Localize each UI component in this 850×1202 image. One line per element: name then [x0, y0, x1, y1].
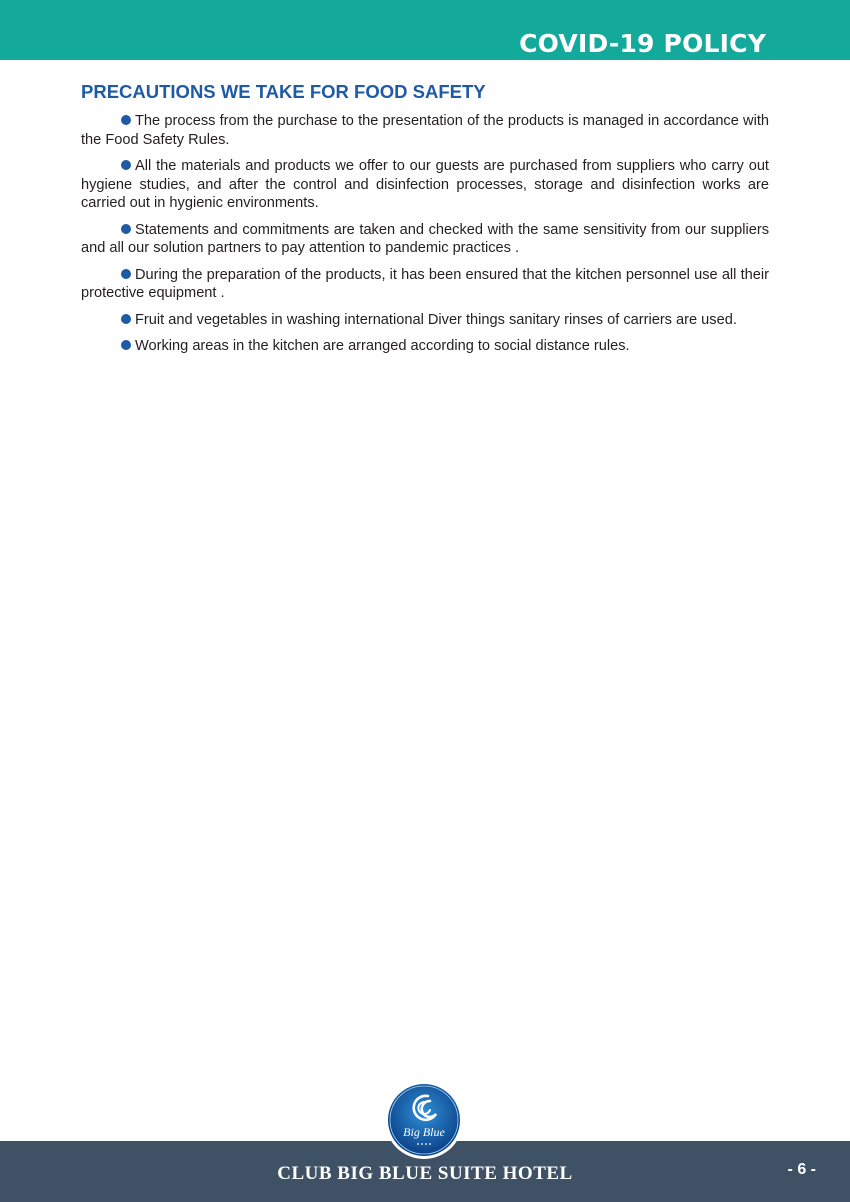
- list-item: Working areas in the kitchen are arranged according to social distance rules.: [81, 337, 769, 356]
- hotel-logo-icon: [384, 1080, 464, 1160]
- hotel-name: CLUB BIG BLUE SUITE HOTEL: [277, 1163, 573, 1184]
- list-item: All the materials and products we offer to our guests are purchased from suppliers who carry out hygiene studies, and after the control and disinfection processes, storage and disinfection works are carried out in hygienic environments.: [81, 158, 769, 211]
- policy-title: COVID-19 POLICY: [519, 29, 766, 58]
- logo-text: Big Blue: [403, 1125, 445, 1139]
- header-band: [0, 0, 850, 60]
- list-item: The process from the purchase to the presentation of the products is managed in accordance with the Food Safety Rules.: [81, 113, 769, 148]
- bullet-icon: [121, 269, 131, 279]
- bullet-icon: [121, 160, 131, 170]
- list-item: During the preparation of the products, it has been ensured that the kitchen personnel use all their protective equipment .: [81, 266, 769, 301]
- page-number: - 6 -: [787, 1161, 816, 1178]
- section-heading: PRECAUTIONS WE TAKE FOR FOOD SAFETY: [81, 81, 486, 102]
- bullet-icon: [121, 340, 131, 350]
- bullet-icon: [121, 224, 131, 234]
- list-item: Statements and commitments are taken and checked with the same sensitivity from our suppliers and all our solution partners to pay attention to pandemic practices .: [81, 221, 769, 256]
- list-item: Fruit and vegetables in washing international Diver things sanitary rinses of carriers are used.: [81, 311, 769, 330]
- main-content: [81, 81, 769, 364]
- bullet-icon: [121, 115, 131, 125]
- bullet-icon: [121, 314, 131, 324]
